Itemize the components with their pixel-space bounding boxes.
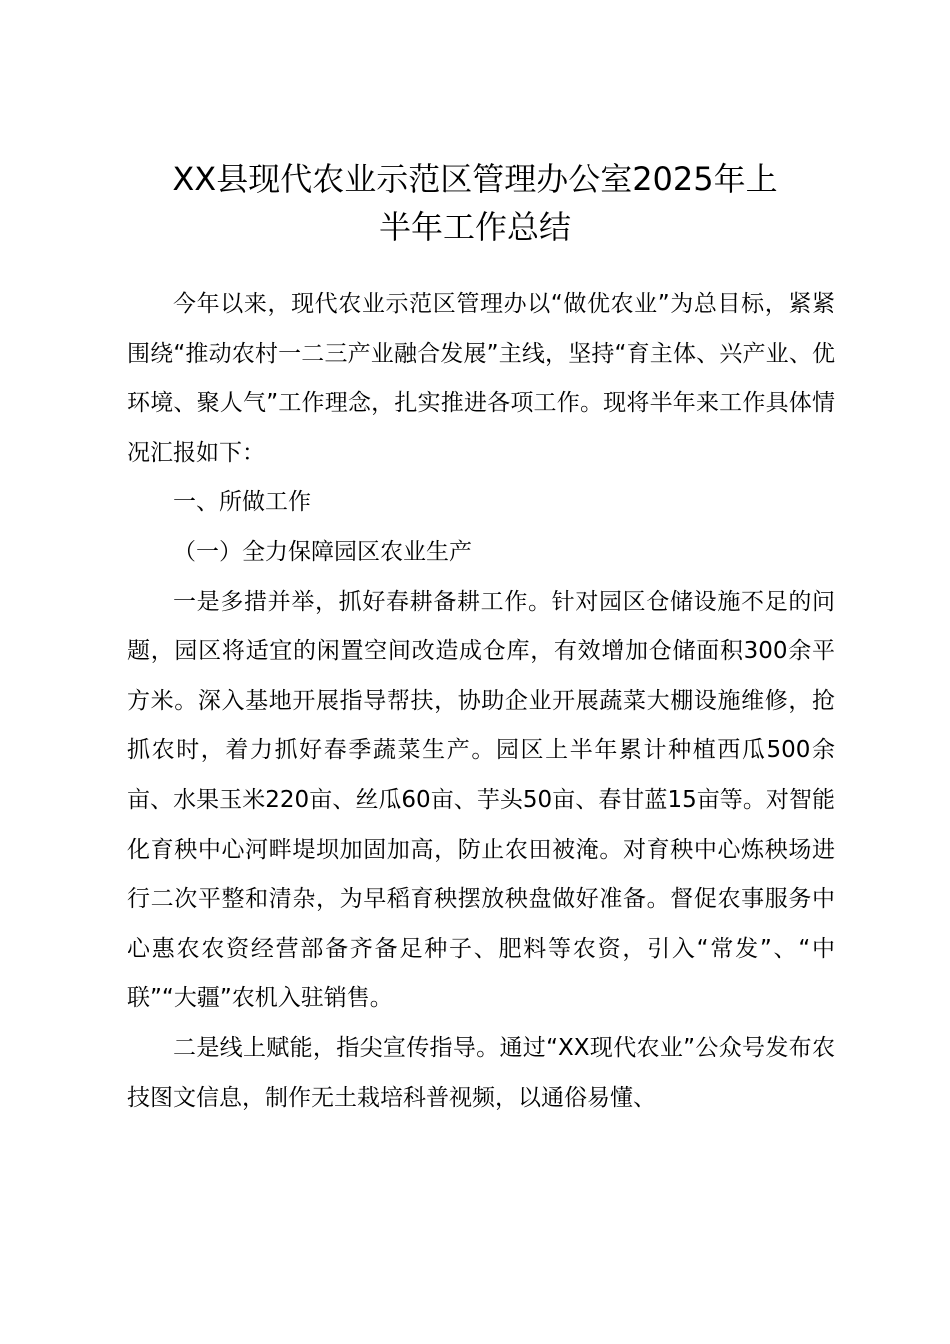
section-heading: 一、所做工作 [173,489,311,516]
title-line-1: XX县现代农业示范区管理办公室2025年上 [172,160,778,198]
intro-paragraph: 今年以来，现代农业示范区管理办以“做优农业”为总目标，紧紧围绕“推动农村一二三产业融合发展”主线，坚持“育主体、兴产业、优环境、聚人气”工作理念，扎实推进各项工作。现将半年来工作具体情况汇报如下： [127,291,835,466]
document-title [120,155,830,251]
document-body [127,280,835,1123]
body-paragraph: 一是多措并举，抓好春耕备耕工作。针对园区仓储设施不足的问题，园区将适宜的闲置空间改造成仓库，有效增加仓储面积300余平方米。深入基地开展指导帮扶，协助企业开展蔬菜大棚设施维修，抢抓农时，着力抓好春季蔬菜生产。园区上半年累计种植西瓜500余亩、水果玉米220亩、丝瓜60亩、芋头50亩、春甘蓝15亩等。对智能化育秧中心河畔堤坝加固加高，防止农田被淹。对育秧中心炼秧场进行二次平整和清杂，为早稻育秧摆放秧盘做好准备。督促农事服务中心惠农农资经营部备齐备足种子、肥料等农资，引入“常发”、“中联”“大疆”农机入驻销售。 [127,588,835,1012]
title-line-2: 半年工作总结 [378,208,571,246]
subsection-heading: （一）全力保障园区农业生产 [173,538,472,565]
body-paragraph: 二是线上赋能，指尖宣传指导。通过“XX现代农业”公众号发布农技图文信息，制作无土栽培科普视频，以通俗易懂、 [127,1034,835,1111]
